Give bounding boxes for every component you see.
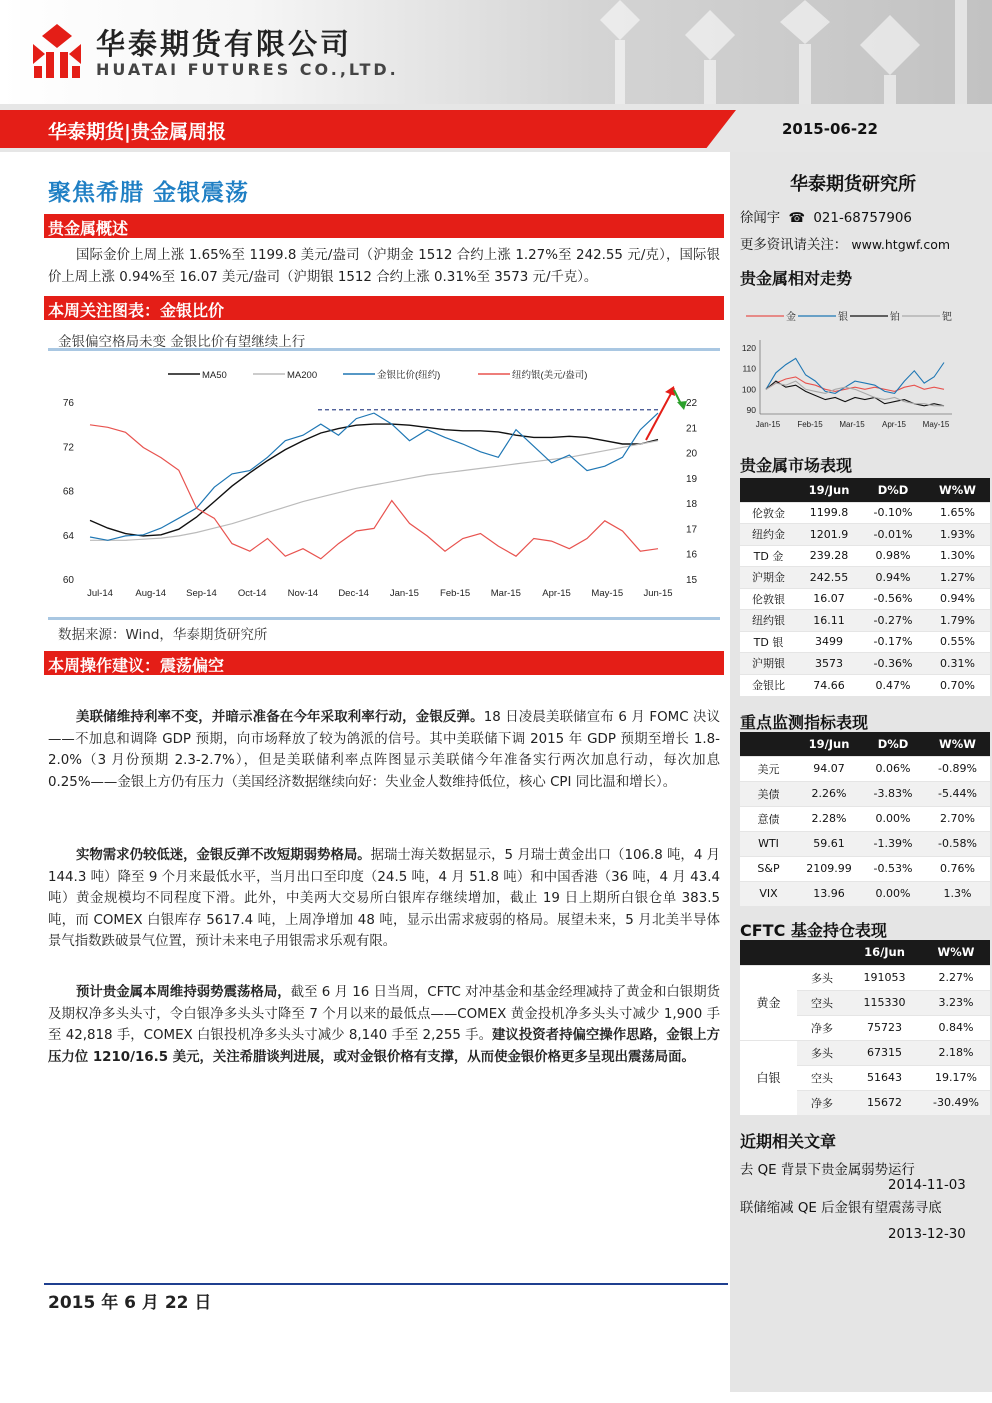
y-right-tick-label: 15 xyxy=(686,575,698,586)
legend-label: 金银比价(纽约) xyxy=(377,370,441,381)
table-cell: 2.26% xyxy=(797,781,861,806)
table-cell: 1.3% xyxy=(925,881,990,906)
row-label: TD 银 xyxy=(740,631,797,653)
table-cell: 0.84% xyxy=(922,1015,990,1040)
paragraph-fomc xyxy=(48,707,720,793)
paragraph-fomc-body: 18 日凌晨美联储宣布 6 月 FOMC 决议——不加息和调降 GDP 预期，向市场释放了较为鸽派的信号。其中美联储下调 2015 年 GDP 预期至增长 1.8-2.0%（3 月份预期 2.3-2.7%），但是美联储利率点阵图显示美联储今年准备实行两次加息行动，每次加息 0.25%——金银上方仍有压力（美国经济数据继续向好：失业金人数维持低位，核心 CPI 同比温和增长）。 xyxy=(48,710,720,790)
row-label: VIX xyxy=(740,881,797,906)
row-label: 伦敦金 xyxy=(740,502,797,524)
row-label: 多头 xyxy=(797,965,847,990)
footer-date: 2015 年 6 月 22 日 xyxy=(48,1293,212,1313)
section-overview xyxy=(44,214,724,238)
y-right-tick-label: 18 xyxy=(686,499,698,511)
table-cell: 3.23% xyxy=(922,990,990,1015)
column-header xyxy=(797,940,847,965)
company-name-cn: 华泰期货有限公司 xyxy=(96,27,353,61)
more-info-label: 更多资讯请关注： xyxy=(740,238,848,253)
table-cell: -0.10% xyxy=(861,502,925,524)
company-name-en: HUATAI FUTURES CO.,LTD. xyxy=(96,60,399,79)
y-left-tick-label: 68 xyxy=(62,486,74,498)
table-row xyxy=(740,653,990,675)
cftc-table-title: CFTC 基金持仓表现 xyxy=(740,921,887,940)
table-row xyxy=(740,588,990,610)
x-tick-label: Jan-15 xyxy=(389,588,419,599)
table-row xyxy=(740,831,990,856)
table-cell: 1.79% xyxy=(925,610,990,632)
table-cell: -0.01% xyxy=(861,524,925,546)
article-date: 2013-12-30 xyxy=(888,1227,966,1242)
analyst-contact xyxy=(740,207,912,226)
overview-paragraph: 国际金价上周上涨 1.65%至 1199.8 美元/盎司（沪期金 1512 合约上涨 1.27%至 242.55 元/克），国际银价上周上涨 0.94%至 16.07 美元/盎司（沪期银 1512 合约上涨 0.31%至 3573 元/千克）。 xyxy=(48,248,720,285)
row-label: TD 金 xyxy=(740,545,797,567)
x-tick-label: Jul-14 xyxy=(87,588,113,599)
row-label: WTI xyxy=(740,831,797,856)
table-cell: -0.36% xyxy=(861,653,925,675)
table-cell: 51643 xyxy=(847,1065,922,1090)
table-cell: -0.56% xyxy=(861,588,925,610)
y-right-tick-label: 17 xyxy=(686,524,698,536)
market-table xyxy=(740,478,990,696)
paragraph-demand-body: 据瑞士海关数据显示，5 月瑞士黄金出口（106.8 吨，4 月 144.3 吨）降至 9 个月来最低水平，当月出口至印度（24.5 吨，4 月 51.8 吨）和中国香港（36 吨，4 月 43.4 吨）黄金规模均不同程度下滑。此外，中美两大交易所白银库存继续增加，截止 19 日上期所白银仓单 383.5 吨，而 COMEX 白银库存 5617.4 吨，上周净增加 48 吨，显示出需求疲弱的格局。展望未来，5 月北美半导体景气指数跌破景气位置，预计未来电子用银需求乐观有限。 xyxy=(48,848,720,950)
legend-label: 金 xyxy=(786,312,796,323)
column-header: D%D xyxy=(861,478,925,502)
table-cell: -0.58% xyxy=(925,831,990,856)
x-tick-label: Apr-15 xyxy=(542,588,571,599)
row-label: 净多 xyxy=(797,1015,847,1040)
footer-rule xyxy=(44,1283,728,1285)
table-cell: -30.49% xyxy=(922,1090,990,1115)
cftc-table xyxy=(740,940,990,1115)
table-cell: 15672 xyxy=(847,1090,922,1115)
paragraph-fomc-lead: 美联储维持利率不变，并暗示准备在今年采取利率行动，金银反弹。 xyxy=(76,710,484,725)
table-cell: 0.94% xyxy=(925,588,990,610)
table-cell: 0.76% xyxy=(925,856,990,881)
table-cell: 16.07 xyxy=(797,588,861,610)
column-header xyxy=(740,732,797,756)
institute-name: 华泰期货研究所 xyxy=(790,174,916,195)
articles-title: 近期相关文章 xyxy=(740,1132,837,1151)
x-tick-label: Feb-15 xyxy=(440,588,471,599)
table-row xyxy=(740,965,990,990)
article-date: 2014-11-03 xyxy=(888,1178,966,1193)
table-cell: 1199.8 xyxy=(797,502,861,524)
x-tick-label: May-15 xyxy=(591,588,624,599)
x-tick-label: Aug-14 xyxy=(135,588,167,599)
table-cell: 67315 xyxy=(847,1040,922,1065)
paragraph-outlook-advice: 建议投资者持偏空操作思路，金银上方压力位 1210/16.5 美元，关注希腊谈判进展，或对金银价格有支撑，从而使金银价格更多呈现出震荡局面。 xyxy=(48,1028,720,1065)
row-label: 多头 xyxy=(797,1040,847,1065)
table-cell: 75723 xyxy=(847,1015,922,1040)
table-cell: 0.47% xyxy=(861,674,925,696)
table-cell: 74.66 xyxy=(797,674,861,696)
report-date: 2015-06-22 xyxy=(782,120,878,138)
table-cell: 16.11 xyxy=(797,610,861,632)
x-tick-label: Mar-15 xyxy=(490,588,521,599)
x-tick-label: Oct-14 xyxy=(237,588,267,599)
row-label: 空头 xyxy=(797,1065,847,1090)
x-tick-label: Jun-15 xyxy=(643,588,673,599)
y-right-tick-label: 20 xyxy=(686,448,698,460)
paragraph-outlook-body: 截至 6 月 16 日当周，CFTC 对冲基金和基金经理减持了黄金和白银期货及期权净多头头寸，令白银净多头头寸降至 7 个月以来的最低点——COMEX 黄金投机净多头头寸减少 1,900 手至 42,818 手，COMEX 白银投机净多头头寸减少 8,140 手至 2,255 手。 xyxy=(48,985,721,1044)
table-row xyxy=(740,502,990,524)
y-left-tick-label: 72 xyxy=(62,442,74,454)
website-link[interactable]: www.htgwf.com xyxy=(851,237,951,252)
analyst-phone: 021-68757906 xyxy=(813,211,912,226)
legend-label: 铂 xyxy=(890,312,900,323)
table-cell: 1.93% xyxy=(925,524,990,546)
table-cell: -0.17% xyxy=(861,631,925,653)
table-row xyxy=(740,567,990,589)
table-row xyxy=(740,806,990,831)
group-label: 白银 xyxy=(740,1040,797,1115)
series-line xyxy=(90,413,658,540)
column-header xyxy=(740,478,797,502)
y-left-tick-label: 64 xyxy=(62,530,74,542)
table-cell: 1201.9 xyxy=(797,524,861,546)
table-cell: 2.70% xyxy=(925,806,990,831)
paragraph-demand xyxy=(48,845,720,953)
row-label: 伦敦银 xyxy=(740,588,797,610)
series-line xyxy=(766,381,944,406)
column-header: 16/Jun xyxy=(847,940,922,965)
header-decoration xyxy=(560,0,992,104)
y-left-tick-label: 60 xyxy=(62,575,74,586)
table-cell: 0.06% xyxy=(861,756,925,781)
table-cell: -0.27% xyxy=(861,610,925,632)
section-overview-title: 贵金属概述 xyxy=(48,219,129,238)
y-tick-label: 100 xyxy=(741,384,756,395)
gold-silver-ratio-chart xyxy=(48,352,720,616)
section-advice-title: 本周操作建议：震荡偏空 xyxy=(48,656,225,675)
y-right-tick-label: 21 xyxy=(686,423,698,435)
y-right-tick-label: 16 xyxy=(686,549,698,561)
table-row xyxy=(740,674,990,696)
table-cell: 2.18% xyxy=(922,1040,990,1065)
row-label: 美元 xyxy=(740,756,797,781)
market-table-title: 贵金属市场表现 xyxy=(740,456,853,475)
x-tick-label: Mar-15 xyxy=(839,420,865,429)
row-label: 意债 xyxy=(740,806,797,831)
y-tick-label: 110 xyxy=(742,363,756,374)
table-cell: 1.65% xyxy=(925,502,990,524)
table-cell: 1.27% xyxy=(925,567,990,589)
series-line xyxy=(90,424,658,536)
x-tick-label: May-15 xyxy=(922,420,950,429)
paragraph-outlook-lead: 预计贵金属本周维持弱势震荡格局， xyxy=(76,985,291,1000)
column-header: D%D xyxy=(861,732,925,756)
y-left-tick-label: 76 xyxy=(62,398,74,409)
table-row xyxy=(740,524,990,546)
row-label: 净多 xyxy=(797,1090,847,1115)
column-header: 19/Jun xyxy=(797,732,861,756)
row-label: 空头 xyxy=(797,990,847,1015)
series-line xyxy=(766,381,944,406)
table-cell: 191053 xyxy=(847,965,922,990)
table-cell: 59.61 xyxy=(797,831,861,856)
table-cell: 2.27% xyxy=(922,965,990,990)
phone-icon: ☎ xyxy=(788,211,806,226)
table-row xyxy=(740,1040,990,1065)
column-header: W%W xyxy=(922,940,990,965)
legend-label: 钯 xyxy=(942,312,952,323)
page-title: 聚焦希腊 金银震荡 xyxy=(48,180,250,206)
table-row xyxy=(740,610,990,632)
table-cell: 94.07 xyxy=(797,756,861,781)
table-cell: 1.30% xyxy=(925,545,990,567)
section-chart xyxy=(44,296,724,320)
legend-label: MA200 xyxy=(287,370,318,381)
row-label: 金银比 xyxy=(740,674,797,696)
row-label: 美债 xyxy=(740,781,797,806)
table-cell: 0.00% xyxy=(861,806,925,831)
row-label: 纽约银 xyxy=(740,610,797,632)
table-cell: 0.94% xyxy=(861,567,925,589)
column-header: 19/Jun xyxy=(797,478,861,502)
indicator-table-title: 重点监测指标表现 xyxy=(740,713,869,732)
chart-caption: 金银偏空格局未变 金银比价有望继续上行 xyxy=(58,334,306,350)
table-cell: 2109.99 xyxy=(797,856,861,881)
table-cell: -3.83% xyxy=(861,781,925,806)
table-cell: 0.98% xyxy=(861,545,925,567)
table-row xyxy=(740,856,990,881)
paragraph-outlook xyxy=(48,982,720,1068)
huatai-logo-icon xyxy=(28,22,86,78)
table-cell: 13.96 xyxy=(797,881,861,906)
table-cell: 0.55% xyxy=(925,631,990,653)
group-label: 黄金 xyxy=(740,965,797,1040)
legend-label: 银 xyxy=(838,312,848,323)
article-link[interactable]: 联储缩减 QE 后金银有望震荡寻底 xyxy=(740,1201,942,1216)
table-row xyxy=(740,881,990,906)
y-tick-label: 90 xyxy=(746,404,756,415)
x-tick-label: Sep-14 xyxy=(186,588,217,599)
legend-label: 纽约银(美元/盎司) xyxy=(512,370,588,381)
data-source: 数据来源：Wind，华泰期货研究所 xyxy=(58,627,268,643)
table-cell: 3573 xyxy=(797,653,861,675)
table-cell: 0.70% xyxy=(925,674,990,696)
legend-label: MA50 xyxy=(202,370,227,381)
paragraph-demand-lead: 实物需求仍较低迷，金银反弹不改短期弱势格局。 xyxy=(76,848,371,863)
table-row xyxy=(740,631,990,653)
table-cell: 19.17% xyxy=(922,1065,990,1090)
y-tick-label: 120 xyxy=(741,343,756,354)
table-cell: 0.00% xyxy=(861,881,925,906)
series-line xyxy=(90,425,658,559)
series-line xyxy=(90,441,658,541)
table-row xyxy=(740,545,990,567)
table-cell: 115330 xyxy=(847,990,922,1015)
header xyxy=(0,0,992,104)
table-cell: 242.55 xyxy=(797,567,861,589)
row-label: 沪期金 xyxy=(740,567,797,589)
table-cell: 0.31% xyxy=(925,653,990,675)
x-tick-label: Feb-15 xyxy=(797,420,823,429)
table-row xyxy=(740,781,990,806)
table-cell: 3499 xyxy=(797,631,861,653)
table-cell: -0.53% xyxy=(861,856,925,881)
table-cell: 239.28 xyxy=(797,545,861,567)
row-label: S&P xyxy=(740,856,797,881)
column-header xyxy=(740,940,797,965)
section-chart-title: 本周关注图表：金银比价 xyxy=(48,301,225,320)
y-right-tick-label: 22 xyxy=(686,398,698,409)
report-type: 华泰期货|贵金属周报 xyxy=(48,121,226,143)
table-cell: -0.89% xyxy=(925,756,990,781)
table-cell: 2.28% xyxy=(797,806,861,831)
row-label: 沪期银 xyxy=(740,653,797,675)
table-row xyxy=(740,756,990,781)
section-advice xyxy=(44,651,724,675)
more-info xyxy=(740,234,950,253)
x-tick-label: Apr-15 xyxy=(881,420,907,429)
column-header: W%W xyxy=(925,478,990,502)
x-tick-label: Nov-14 xyxy=(287,588,319,599)
column-header: W%W xyxy=(925,732,990,756)
article-link[interactable]: 去 QE 背景下贵金属弱势运行 xyxy=(740,1163,915,1178)
x-tick-label: Dec-14 xyxy=(338,588,369,599)
x-tick-label: Jan-15 xyxy=(755,420,781,429)
up-arrow-icon xyxy=(646,388,674,440)
analyst-name: 徐闻宇 xyxy=(740,211,781,226)
relative-trend-chart xyxy=(738,300,960,436)
indicator-table xyxy=(740,732,990,906)
series-line xyxy=(766,358,944,393)
table-cell: -5.44% xyxy=(925,781,990,806)
y-right-tick-label: 19 xyxy=(686,473,698,485)
row-label: 纽约金 xyxy=(740,524,797,546)
relative-trend-title: 贵金属相对走势 xyxy=(740,269,853,288)
table-cell: -1.39% xyxy=(861,831,925,856)
